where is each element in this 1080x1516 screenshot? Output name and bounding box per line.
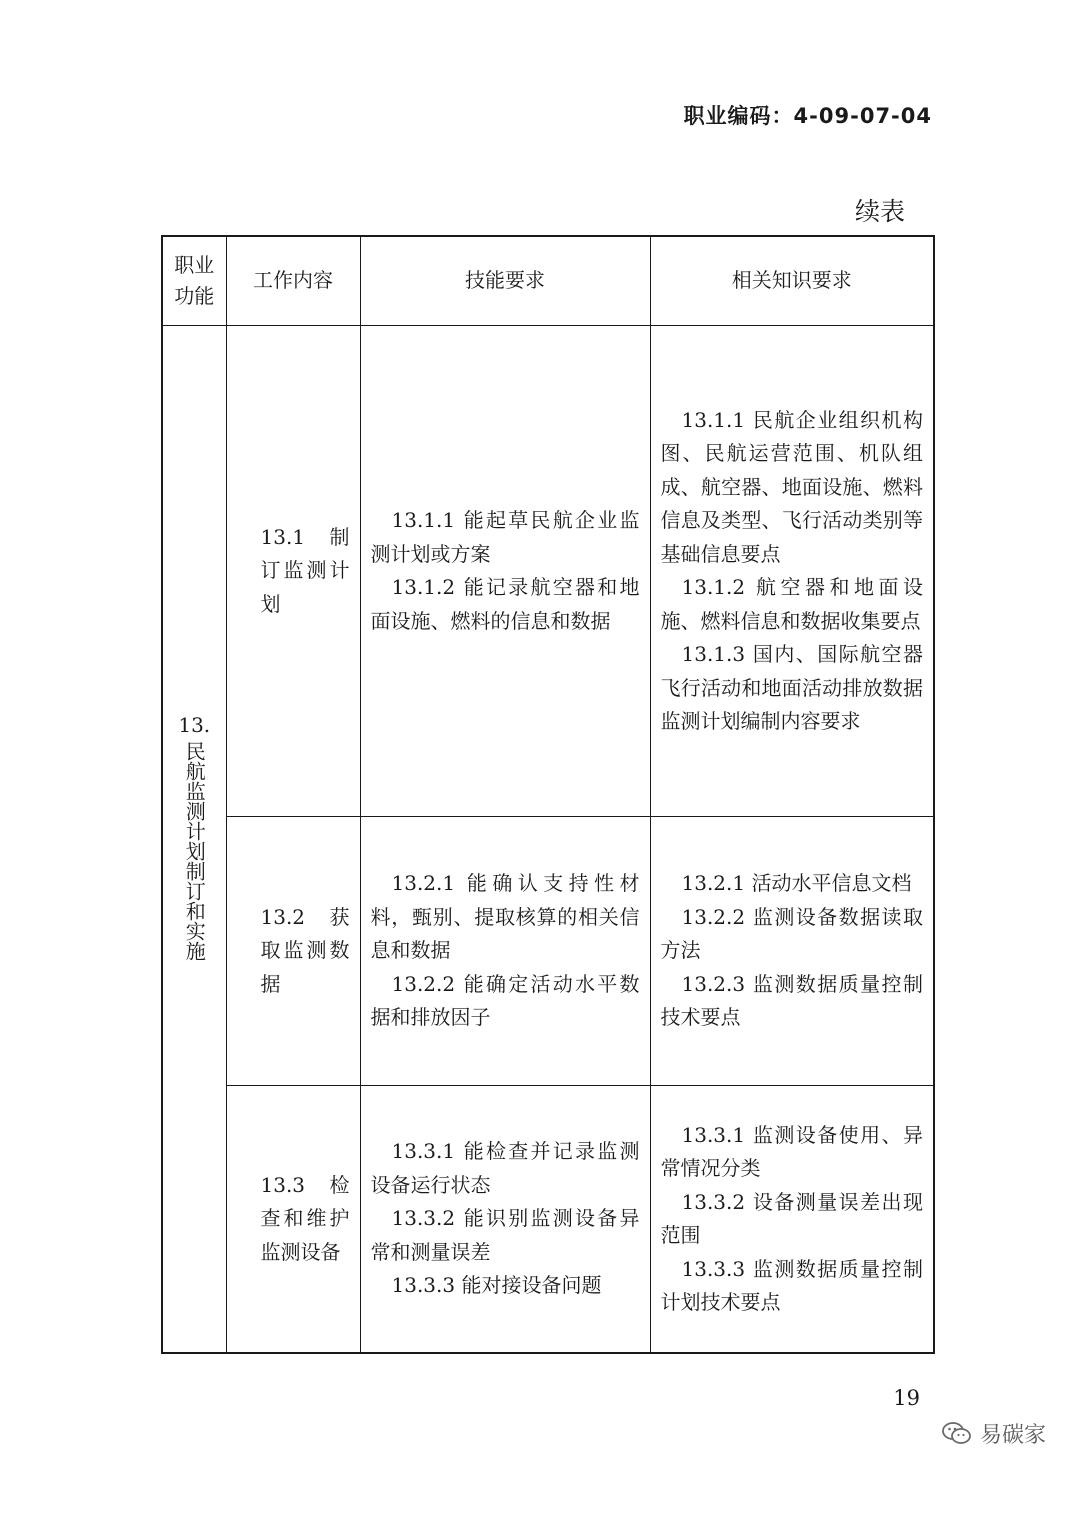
function-cell: [162, 326, 226, 1354]
skills-cell: [360, 817, 650, 1086]
knowledge-item: 13.1.2 航空器和地面设施、燃料信息和数据收集要点: [660, 575, 923, 633]
skill-item: 13.1.1 能起草民航企业监测计划或方案: [370, 508, 640, 566]
table-header-row: [162, 236, 934, 326]
work-cell: [226, 817, 360, 1086]
watermark-text: 易碳家: [979, 1423, 1046, 1448]
header-work: 工作内容: [226, 236, 360, 326]
skills-cell: [360, 326, 650, 817]
wechat-icon: [942, 1421, 972, 1447]
header-knowledge: 相关知识要求: [650, 236, 934, 326]
skill-item: 13.2.1 能确认支持性材料，甄别、提取核算的相关信息和数据: [370, 871, 640, 963]
knowledge-item: 13.2.2 监测设备数据读取方法: [660, 904, 923, 963]
occupation-code: 职业编码：4-09-07-04: [683, 104, 932, 128]
watermark: [942, 1418, 1046, 1449]
work-cell: [226, 1086, 360, 1354]
knowledge-item: 13.3.2 设备测量误差出现范围: [660, 1189, 923, 1247]
header-function: [162, 236, 226, 326]
skill-item: 13.1.2 能记录航空器和地面设施、燃料的信息和数据: [370, 575, 640, 633]
skill-item: 13.3.1 能检查并记录监测设备运行状态: [370, 1139, 640, 1197]
knowledge-item: 13.1.3 国内、国际航空器飞行活动和地面活动排放数据监测计划编制内容要求: [660, 642, 923, 733]
work-content: 13.1 制订监测计划: [260, 524, 350, 616]
skill-item: 13.2.2 能确定活动水平数据和排放因子: [370, 971, 640, 1030]
work-content: 13.3 检查和维护监测设备: [260, 1172, 350, 1264]
knowledge-item: 13.3.3 监测数据质量控制计划技术要点: [660, 1256, 923, 1314]
knowledge-item: 13.2.1 活动水平信息文档: [681, 871, 912, 896]
table-row: [162, 326, 934, 817]
work-content: 13.2 获取监测数据: [260, 904, 350, 996]
page-number: 19: [893, 1386, 920, 1410]
knowledge-item: 13.2.3 监测数据质量控制技术要点: [660, 971, 923, 1030]
continued-label: 续表: [854, 197, 905, 226]
knowledge-cell: [650, 1086, 934, 1354]
skills-cell: [360, 1086, 650, 1354]
header-skills: 技能要求: [360, 236, 650, 326]
header-function-line2: 功能: [174, 284, 215, 308]
knowledge-cell: [650, 326, 934, 817]
table-row: [162, 817, 934, 1086]
knowledge-cell: [650, 817, 934, 1086]
skill-item: 13.3.2 能识别监测设备异常和测量误差: [370, 1206, 640, 1264]
requirements-table: [161, 235, 935, 1354]
header-function-line1: 职业: [174, 253, 215, 277]
function-number: 13.: [178, 712, 211, 737]
knowledge-item: 13.1.1 民航企业组织机构图、民航运营范围、机队组成、航空器、地面设施、燃料信息及类型、飞行活动类别等基础信息要点: [660, 407, 923, 566]
knowledge-item: 13.3.1 监测设备使用、异常情况分类: [660, 1122, 923, 1180]
work-cell: [226, 326, 360, 817]
function-name: 民航监测计划制订和实施: [182, 740, 207, 961]
table-row: [162, 1086, 934, 1354]
skill-item: 13.3.3 能对接设备问题: [391, 1273, 602, 1298]
